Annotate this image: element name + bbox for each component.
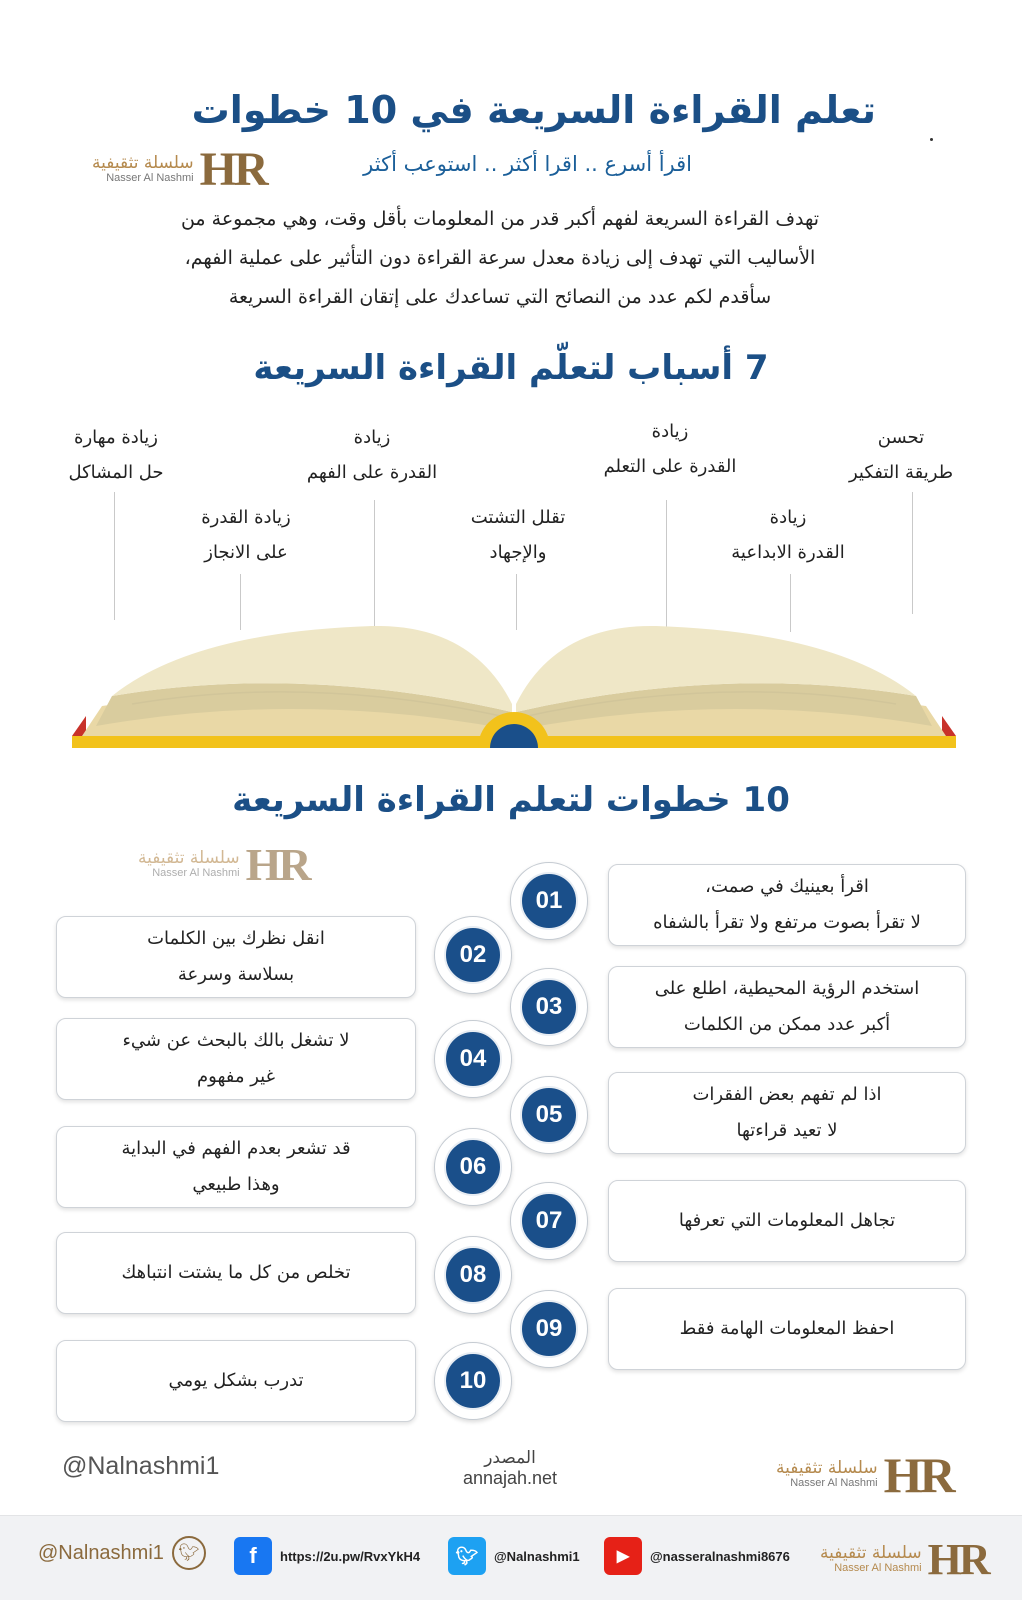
footer-brand-logo	[820, 1534, 988, 1585]
step-02-line-2: بسلاسة وسرعة	[177, 964, 295, 985]
step-badge-08	[434, 1236, 512, 1314]
youtube-handle: @nasseralnashmi8676	[650, 1548, 790, 1564]
step-card-06	[56, 1126, 416, 1208]
youtube-icon: ▶	[604, 1537, 642, 1575]
reason-3-line-1: زيادة	[651, 421, 689, 442]
watermark-name-ar: سلسلة تثقيفية	[138, 847, 240, 868]
brand-logo-bottom	[776, 1446, 953, 1504]
twitter-icon: 🐦︎	[448, 1537, 486, 1575]
footer-twitter-left-text: @Nalnashmi1	[38, 1541, 164, 1564]
social-footer-bar	[0, 1515, 1022, 1600]
reason-4	[448, 500, 588, 570]
footer-youtube[interactable]	[604, 1537, 790, 1575]
step-badge-10	[434, 1342, 512, 1420]
footer-brand-name-en: Nasser Al Nashmi	[834, 1561, 922, 1574]
step-05-line-2: لا تعيد قراءتها	[736, 1120, 838, 1141]
brand-name-en: Nasser Al Nashmi	[106, 171, 194, 184]
step-09-line-1: احفظ المعلومات الهامة فقط	[679, 1318, 895, 1339]
twitter-bird-icon-outline: 🐦︎	[172, 1536, 206, 1570]
reason-7-connector	[114, 492, 115, 620]
facebook-icon: f	[234, 1537, 272, 1575]
footer-facebook[interactable]	[234, 1537, 420, 1575]
step-03-line-2: أكبر عدد ممكن من الكلمات	[683, 1014, 891, 1035]
step-card-10	[56, 1340, 416, 1422]
reason-3	[580, 414, 760, 484]
step-badge-01	[510, 862, 588, 940]
intro-line-3: سأقدم لكم عدد من النصائح التي تساعدك على إتقان القراءة السريعة	[228, 286, 772, 308]
step-08-line-1: تخلص من كل ما يشتت انتباهك	[121, 1262, 351, 1283]
brand-logo-top	[92, 142, 266, 197]
reason-2-line-1: زيادة	[769, 507, 807, 528]
reason-4-line-2: والإجهاد	[489, 542, 547, 563]
facebook-url: https://2u.pw/RvxYkH4	[280, 1548, 421, 1564]
brand-name-ar: سلسلة تثقيفية	[92, 152, 194, 173]
reason-4-line-1: تقلل التشتت	[470, 507, 566, 528]
steps-title: 10 خطوات لتعلم القراءة السريعة	[232, 780, 790, 820]
step-04-line-1: لا تشغل بالك بالبحث عن شيء	[122, 1030, 350, 1051]
step-05-line-1: اذا لم تفهم بعض الفقرات	[692, 1084, 882, 1105]
step-03-line-1: استخدم الرؤية المحيطية، اطلع على	[654, 978, 920, 999]
footer-brand-name-ar: سلسلة تثقيفية	[820, 1542, 922, 1563]
step-06-line-2: وهذا طبيعي	[192, 1174, 280, 1195]
reason-7	[46, 420, 186, 490]
watermark-name-en: Nasser Al Nashmi	[152, 866, 240, 879]
step-02-line-1: انقل نظرك بين الكلمات	[147, 928, 325, 949]
step-card-08	[56, 1232, 416, 1314]
reason-6-line-2: على الانجاز	[204, 542, 288, 563]
intro-paragraph	[70, 200, 930, 317]
source-credit	[420, 1448, 600, 1489]
reason-5-line-1: زيادة	[353, 427, 391, 448]
open-book-illustration	[72, 608, 956, 758]
dot-mark	[930, 138, 933, 141]
step-number-07: 07	[520, 1192, 578, 1250]
step-number-05: 05	[520, 1086, 578, 1144]
step-number-10: 10	[444, 1352, 502, 1410]
step-number-01: 01	[520, 872, 578, 930]
brand-hr-logo: HR	[199, 143, 266, 196]
step-number-06: 06	[444, 1138, 502, 1196]
reason-6	[176, 500, 316, 570]
reason-5-line-2: القدرة على الفهم	[306, 462, 438, 483]
reason-1	[826, 420, 976, 490]
footer-twitter[interactable]	[448, 1537, 580, 1575]
step-number-02: 02	[444, 926, 502, 984]
bottom-brand-name-en: Nasser Al Nashmi	[790, 1477, 878, 1490]
brand-logo-watermark	[138, 838, 309, 891]
page-subtitle: اقرأ أسرع .. اقرا أكثر .. استوعب أكثر	[363, 152, 692, 176]
step-10-line-1: تدرب بشكل يومي	[168, 1370, 304, 1391]
step-badge-03	[510, 968, 588, 1046]
step-01-line-2: لا تقرأ بصوت مرتفع ولا تقرأ بالشفاه	[653, 912, 921, 933]
step-01-line-1: اقرأ بعينيك في صمت،	[705, 876, 869, 897]
step-card-05	[608, 1072, 966, 1154]
step-number-09: 09	[520, 1300, 578, 1358]
step-badge-04	[434, 1020, 512, 1098]
page-title: تعلم القراءة السريعة في 10 خطوات	[191, 88, 876, 132]
step-card-03	[608, 966, 966, 1048]
watermark-hr-logo: HR	[245, 839, 309, 890]
book-corner-right	[942, 716, 956, 736]
source-label: المصدر	[484, 1448, 536, 1468]
step-number-08: 08	[444, 1246, 502, 1304]
step-card-01	[608, 864, 966, 946]
reasons-title: 7 أسباب لتعلّم القراءة السريعة	[253, 348, 769, 388]
twitter-handle: @Nalnashmi1	[494, 1548, 580, 1564]
footer-handle: @Nalnashmi1	[62, 1452, 220, 1480]
step-badge-02	[434, 916, 512, 994]
book-corner-left	[72, 716, 86, 736]
intro-line-1: تهدف القراءة السريعة لفهم أكبر قدر من المعلومات بأقل وقت، وهي مجموعة من	[180, 208, 820, 230]
step-06-line-1: قد تشعر بعدم الفهم في البداية	[121, 1138, 351, 1159]
intro-line-2: الأساليب التي تهدف إلى زيادة معدل سرعة القراءة دون التأثير على عملية الفهم،	[184, 247, 816, 269]
step-card-07	[608, 1180, 966, 1262]
reason-1-connector	[912, 492, 913, 614]
reason-2	[708, 500, 868, 570]
step-07-line-1: تجاهل المعلومات التي تعرفها	[678, 1210, 896, 1231]
reason-2-line-2: القدرة الابداعية	[731, 542, 845, 563]
reason-6-line-1: زيادة القدرة	[201, 507, 291, 528]
step-number-04: 04	[444, 1030, 502, 1088]
source-link[interactable]: annajah.net	[462, 1468, 558, 1488]
reason-5	[282, 420, 462, 490]
reason-7-line-1: زيادة مهارة	[74, 427, 158, 448]
step-badge-05	[510, 1076, 588, 1154]
step-badge-07	[510, 1182, 588, 1260]
step-card-04	[56, 1018, 416, 1100]
reason-1-line-2: طريقة التفكير	[848, 462, 954, 483]
bottom-brand-name-ar: سلسلة تثقيفية	[776, 1458, 878, 1479]
footer-twitter-left[interactable]	[38, 1536, 206, 1570]
step-card-09	[608, 1288, 966, 1370]
reason-3-line-2: القدرة على التعلم	[603, 456, 737, 477]
step-badge-06	[434, 1128, 512, 1206]
step-badge-09	[510, 1290, 588, 1368]
step-card-02	[56, 916, 416, 998]
footer-brand-hr-logo: HR	[927, 1535, 988, 1584]
step-04-line-2: غير مفهوم	[197, 1066, 275, 1087]
bottom-brand-hr-logo: HR	[883, 1447, 953, 1503]
step-number-03: 03	[520, 978, 578, 1036]
reason-1-line-1: تحسن	[877, 427, 925, 448]
reason-7-line-2: حل المشاكل	[68, 462, 164, 483]
